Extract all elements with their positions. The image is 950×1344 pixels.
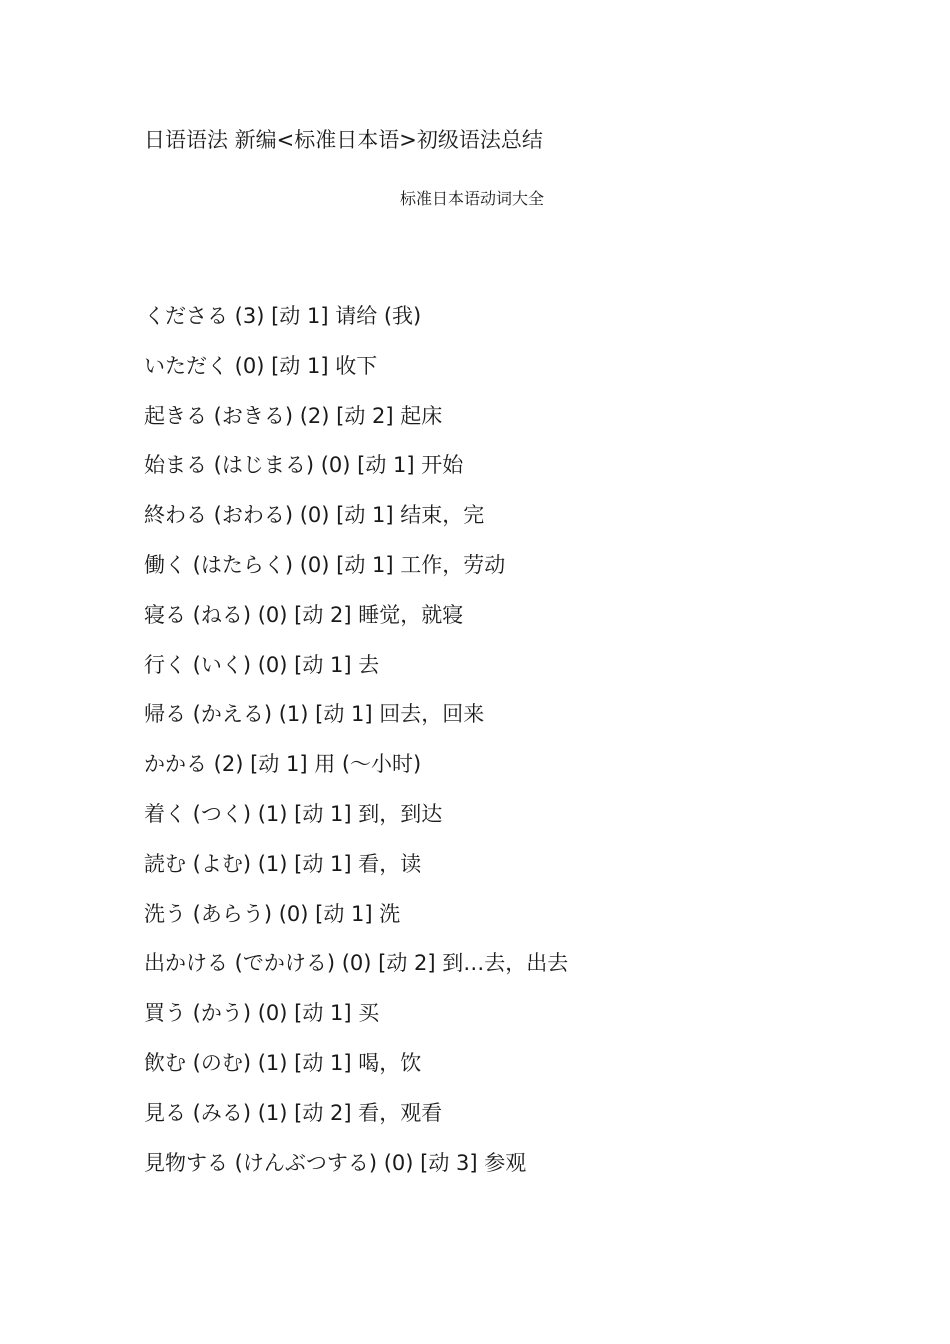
verb-list xyxy=(144,301,568,1197)
verb-entry: 着く (つく) (1) [动 1] 到，到达 xyxy=(144,801,443,826)
verb-entry: 行く (いく) (0) [动 1] 去 xyxy=(144,652,380,677)
verb-entry: 寝る (ねる) (0) [动 2] 睡觉，就寝 xyxy=(144,602,464,627)
verb-entry: くださる (3) [动 1] 请给 (我) xyxy=(144,304,422,328)
verb-entry: 終わる (おわる) (0) [动 1] 结束，完 xyxy=(144,503,485,528)
document-title: 日语语法 新编<标准日本语>初级语法总结 xyxy=(144,128,543,152)
verb-entry: 始まる (はじまる) (0) [动 1] 开始 xyxy=(144,453,464,478)
verb-entry: 働く (はたらく) (0) [动 1] 工作，劳动 xyxy=(144,552,506,577)
verb-entry: 起きる (おきる) (2) [动 2] 起床 xyxy=(144,403,443,428)
document-subtitle: 标准日本语动词大全 xyxy=(400,189,545,208)
verb-entry: 見る (みる) (1) [动 2] 看，观看 xyxy=(144,1100,443,1125)
verb-entry: 飲む (のむ) (1) [动 1] 喝，饮 xyxy=(144,1050,422,1075)
verb-entry: 出かける (でかける) (0) [动 2] 到…去，出去 xyxy=(144,951,569,976)
verb-entry: 帰る (かえる) (1) [动 1] 回去，回来 xyxy=(144,702,485,727)
verb-entry: かかる (2) [动 1] 用 (～小时) xyxy=(144,752,422,777)
verb-entry: 買う (かう) (0) [动 1] 买 xyxy=(144,1001,380,1026)
verb-entry: 見物する (けんぶつする) (0) [动 3] 参观 xyxy=(144,1150,527,1175)
verb-entry: 読む (よむ) (1) [动 1] 看，读 xyxy=(144,851,422,876)
verb-entry: 洗う (あらう) (0) [动 1] 洗 xyxy=(144,901,401,926)
verb-entry: いただく (0) [动 1] 收下 xyxy=(144,353,378,378)
